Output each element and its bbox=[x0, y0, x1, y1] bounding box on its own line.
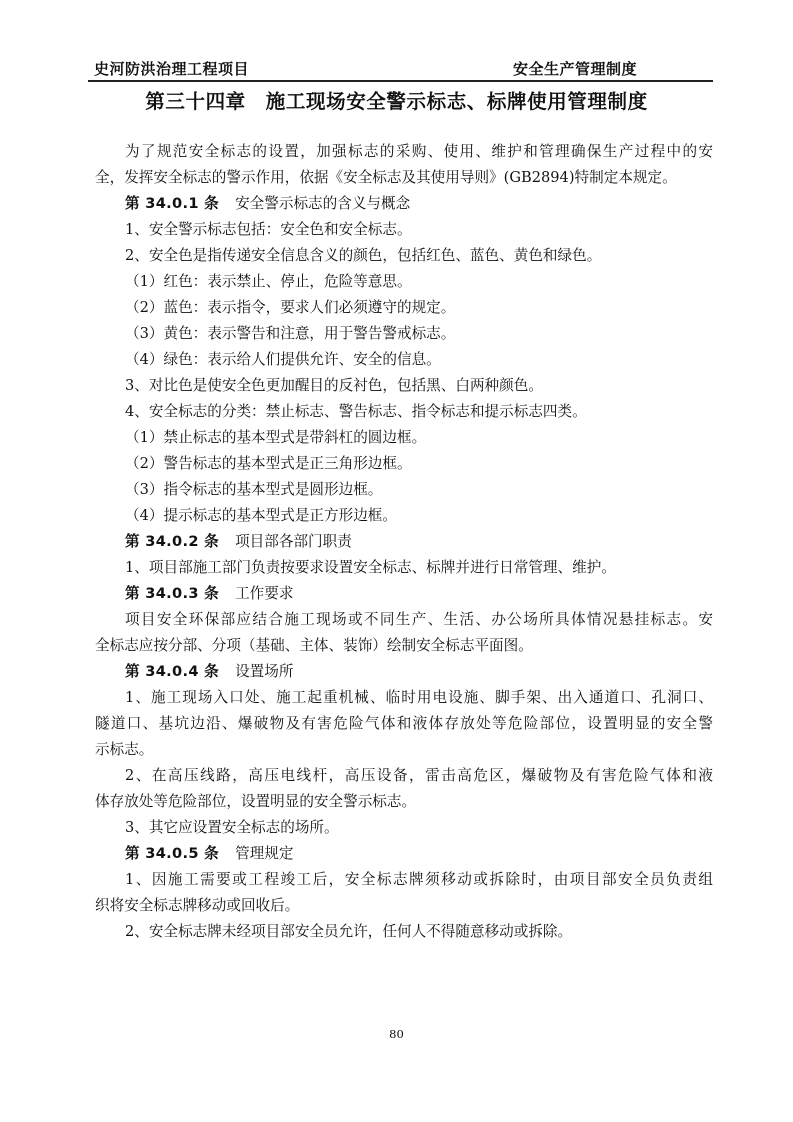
header-section-name: 安全生产管理制度 bbox=[513, 60, 638, 78]
paragraph-line: 3、其它应设置安全标志的场所。 bbox=[125, 819, 339, 836]
list-item: 3、对比色是使安全色更加醒目的反衬色，包括黑、白两种颜色。 bbox=[125, 377, 543, 394]
chapter-title bbox=[0, 86, 793, 114]
paragraph-line: 全标志应按分部、分项（基础、主体、装饰）绘制安全标志平面图。 bbox=[95, 637, 533, 654]
article-heading bbox=[95, 581, 713, 607]
chapter-title-text: 施工现场安全警示标志、标牌使用管理制度 bbox=[265, 90, 648, 113]
header-project-name: 史河防洪治理工程项目 bbox=[94, 60, 250, 78]
paragraph-line: 隧道口、基坑边沿、爆破物及有害危险气体和液体存放处等危险部位，设置明显的安全警 bbox=[95, 715, 713, 732]
paragraph-line: 2、在高压线路，高压电线杆，高压设备，雷击高危区，爆破物及有害危险气体和液 bbox=[125, 767, 713, 784]
article-heading bbox=[95, 191, 713, 217]
article-number: 第 34.0.3 条 bbox=[125, 585, 220, 602]
intro-paragraph-line: 全，发挥安全标志的警示作用，依据《安全标志及其使用导则》(GB2894)特制定本规定。 bbox=[95, 169, 677, 186]
page-number: 80 bbox=[389, 1027, 404, 1041]
article-heading bbox=[95, 529, 713, 555]
intro-paragraph-line: 为了规范安全标志的设置，加强标志的采购、使用、维护和管理确保生产过程中的安 bbox=[125, 143, 713, 160]
paragraph-line: 1、因施工需要或工程竣工后，安全标志牌须移动或拆除时，由项目部安全员负责组 bbox=[125, 871, 713, 888]
list-item: 2、安全色是指传递安全信息含义的颜色，包括红色、蓝色、黄色和绿色。 bbox=[125, 247, 602, 264]
list-item: （3）黄色：表示警告和注意，用于警告警戒标志。 bbox=[125, 325, 456, 342]
list-item: （4）提示标志的基本型式是正方形边框。 bbox=[125, 507, 397, 524]
chapter-number: 第三十四章 bbox=[145, 90, 246, 113]
article-number: 第 34.0.1 条 bbox=[125, 195, 220, 212]
article-title: 项目部各部门职责 bbox=[235, 533, 352, 550]
article-title: 安全警示标志的含义与概念 bbox=[235, 195, 411, 212]
paragraph-line: 1、施工现场入口处、施工起重机械、临时用电设施、脚手架、出入通道口、孔洞口、 bbox=[125, 689, 713, 706]
paragraph-line: 项目安全环保部应结合施工现场或不同生产、生活、办公场所具体情况悬挂标志。安 bbox=[125, 611, 713, 628]
list-item: 1、安全警示标志包括：安全色和安全标志。 bbox=[125, 221, 412, 238]
paragraph-line: 示标志。 bbox=[95, 741, 154, 758]
article-title: 设置场所 bbox=[235, 663, 294, 680]
paragraph-line: 织将安全标志牌移动或回收后。 bbox=[95, 897, 300, 914]
article-number: 第 34.0.4 条 bbox=[125, 663, 220, 680]
list-item: （3）指令标志的基本型式是圆形边框。 bbox=[125, 481, 383, 498]
list-item: （2）蓝色：表示指令，要求人们必须遵守的规定。 bbox=[125, 299, 456, 316]
paragraph-line: 2、安全标志牌未经项目部安全员允许，任何人不得随意移动或拆除。 bbox=[125, 923, 573, 940]
list-item: 4、安全标志的分类：禁止标志、警告标志、指令标志和提示标志四类。 bbox=[125, 403, 587, 420]
list-item: （2）警告标志的基本型式是正三角形边框。 bbox=[125, 455, 412, 472]
list-item: （1）禁止标志的基本型式是带斜杠的圆边框。 bbox=[125, 429, 427, 446]
article-heading bbox=[95, 841, 713, 867]
document-body bbox=[95, 139, 713, 945]
list-item: （1）红色：表示禁止、停止，危险等意思。 bbox=[125, 273, 412, 290]
page-header bbox=[88, 54, 713, 82]
article-title: 工作要求 bbox=[235, 585, 294, 602]
article-number: 第 34.0.2 条 bbox=[125, 533, 220, 550]
list-item: （4）绿色：表示给人们提供允许、安全的信息。 bbox=[125, 351, 441, 368]
article-number: 第 34.0.5 条 bbox=[125, 845, 220, 862]
paragraph-line: 体存放处等危险部位，设置明显的安全警示标志。 bbox=[95, 793, 417, 810]
article-title: 管理规定 bbox=[235, 845, 294, 862]
list-item: 1、项目部施工部门负责按要求设置安全标志、标牌并进行日常管理、维护。 bbox=[125, 559, 616, 576]
article-heading bbox=[95, 659, 713, 685]
